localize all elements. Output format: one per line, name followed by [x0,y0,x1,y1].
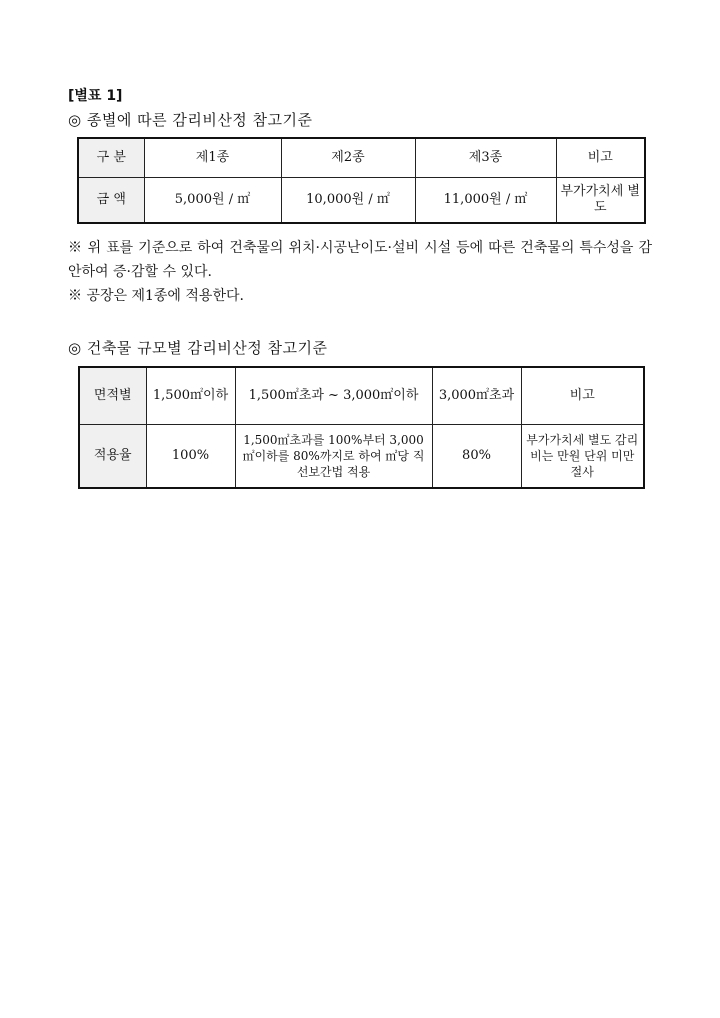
cell-rate-under-1500: 100% [146,425,235,489]
type-fee-table [77,137,646,224]
header-cell-type1: 제1종 [144,138,281,178]
header-cell-category: 구 분 [78,138,144,178]
cell-type2-amount: 10,000원 / ㎡ [281,178,415,224]
cell-remarks: 부가가치세 별도 [556,178,645,224]
cell-type1-amount: 5,000원 / ㎡ [144,178,281,224]
cell-type3-amount: 11,000원 / ㎡ [415,178,556,224]
table-header-row [79,367,644,425]
table-row [78,178,645,224]
note-factory: ※ 공장은 제1종에 적용한다. [68,288,244,304]
header-cell-remarks: 비고 [521,367,644,425]
header-cell-type2: 제2종 [281,138,415,178]
header-cell-remarks: 비고 [556,138,645,178]
section2-title: ◎ 건축물 규모별 감리비산정 참고기준 [68,339,328,357]
cell-rate-interpolation: 1,500㎡초과를 100%부터 3,000㎡이하를 80%까지로 하여 ㎡당 직선보간법 적용 [235,425,432,489]
header-cell-type3: 제3종 [415,138,556,178]
header-cell-area: 면적별 [79,367,146,425]
section1-title: ◎ 종별에 따른 감리비산정 참고기준 [68,111,313,129]
header-cell-under-1500: 1,500㎡이하 [146,367,235,425]
row-label-amount: 금 액 [78,178,144,224]
notes [68,236,652,308]
cell-remarks: 부가가치세 별도 감리비는 만원 단위 미만 절사 [521,425,644,489]
cell-rate-over-3000: 80% [432,425,521,489]
note-adjustment: ※ 위 표를 기준으로 하여 건축물의 위치·시공난이도·설비 시설 등에 따른 건축물의 특수성을 감안하여 증·감할 수 있다. [68,240,652,280]
annex-label: [별표 1] [68,88,123,104]
scale-rate-table [78,366,645,489]
header-cell-over-3000: 3,000㎡초과 [432,367,521,425]
row-label-rate: 적용율 [79,425,146,489]
header-cell-1500-3000: 1,500㎡초과 ~ 3,000㎡이하 [235,367,432,425]
table-row [79,425,644,489]
table-header-row [78,138,645,178]
